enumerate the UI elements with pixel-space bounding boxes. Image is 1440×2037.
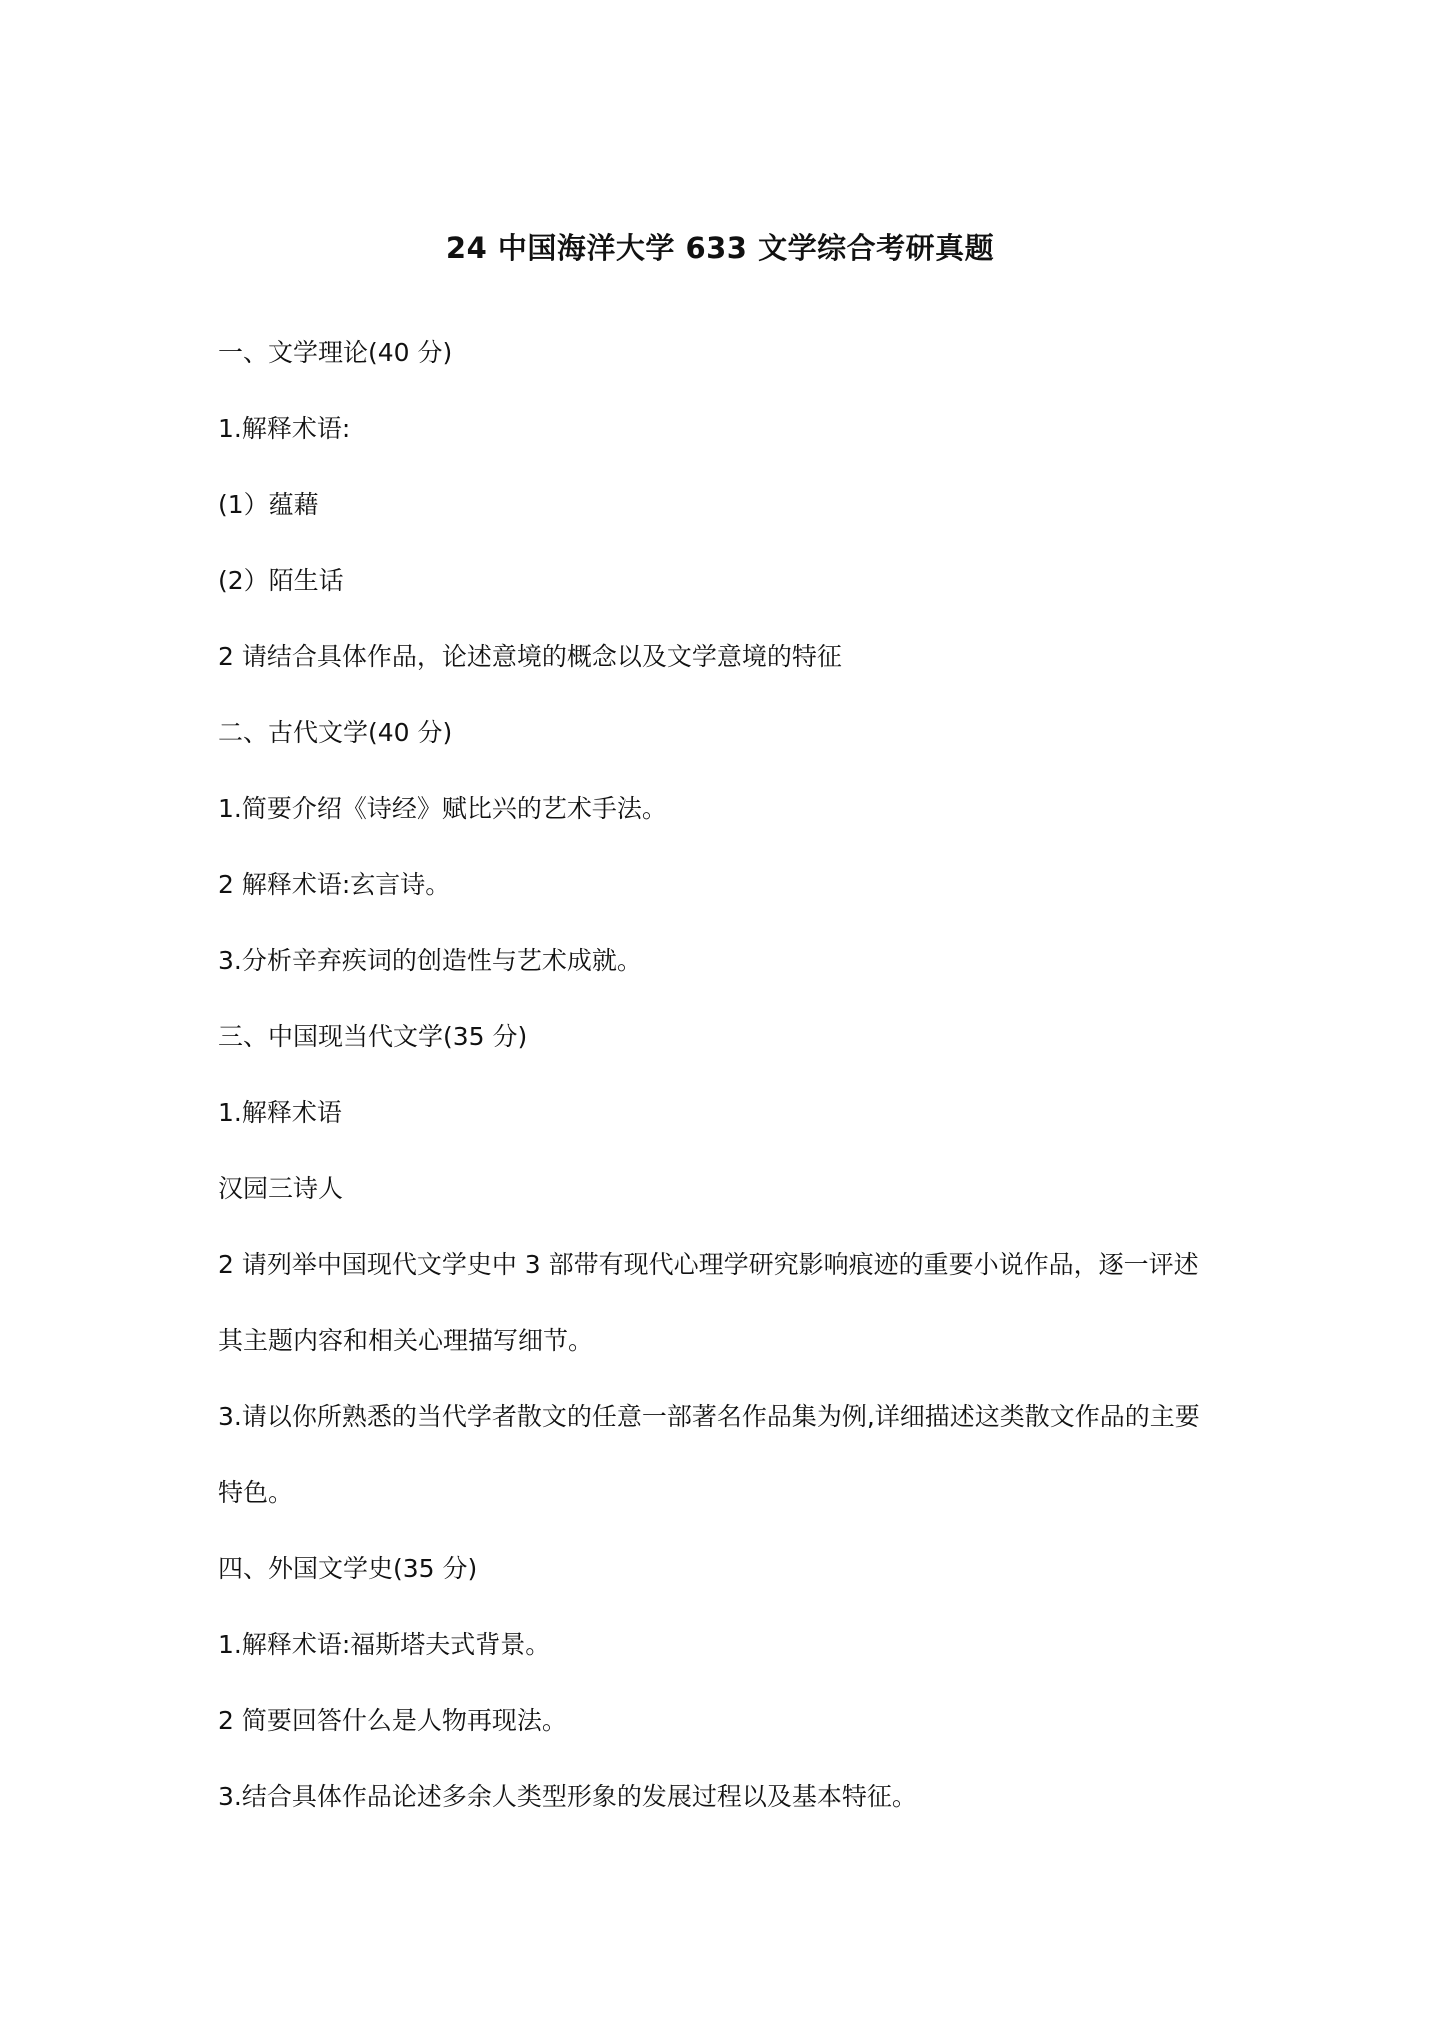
question-line: 2 请结合具体作品，论述意境的概念以及文学意境的特征: [218, 642, 842, 671]
section-heading-ancient-literature: 二、古代文学(40 分): [218, 718, 453, 747]
question-line: 3.结合具体作品论述多余人类型形象的发展过程以及基本特征。: [218, 1782, 917, 1811]
question-line: 2 简要回答什么是人物再现法。: [218, 1706, 567, 1735]
question-line: 1.解释术语:: [218, 414, 351, 443]
question-line: 汉园三诗人: [218, 1174, 344, 1203]
question-line: 其主题内容和相关心理描写细节。: [218, 1326, 594, 1355]
question-line: 2 解释术语:玄言诗。: [218, 870, 451, 899]
question-line: 特色。: [218, 1478, 294, 1507]
document-title: 24 中国海洋大学 633 文学综合考研真题: [445, 231, 995, 265]
question-line: 1.简要介绍《诗经》赋比兴的艺术手法。: [218, 794, 667, 823]
section-heading-modern-literature: 三、中国现当代文学(35 分): [218, 1022, 528, 1051]
question-line: 2 请列举中国现代文学史中 3 部带有现代心理学研究影响痕迹的重要小说作品，逐一评述: [218, 1250, 1199, 1279]
question-line: (2）陌生话: [218, 566, 344, 595]
question-line: 3.请以你所熟悉的当代学者散文的任意一部著名作品集为例,详细描述这类散文作品的主要: [218, 1402, 1200, 1431]
section-heading-literary-theory: 一、文学理论(40 分): [218, 338, 453, 367]
question-line: 3.分析辛弃疾词的创造性与艺术成就。: [218, 946, 642, 975]
section-heading-foreign-literature: 四、外国文学史(35 分): [218, 1554, 478, 1583]
question-line: (1）蕴藉: [218, 490, 319, 519]
question-line: 1.解释术语:福斯塔夫式背景。: [218, 1630, 551, 1659]
question-line: 1.解释术语: [218, 1098, 342, 1127]
